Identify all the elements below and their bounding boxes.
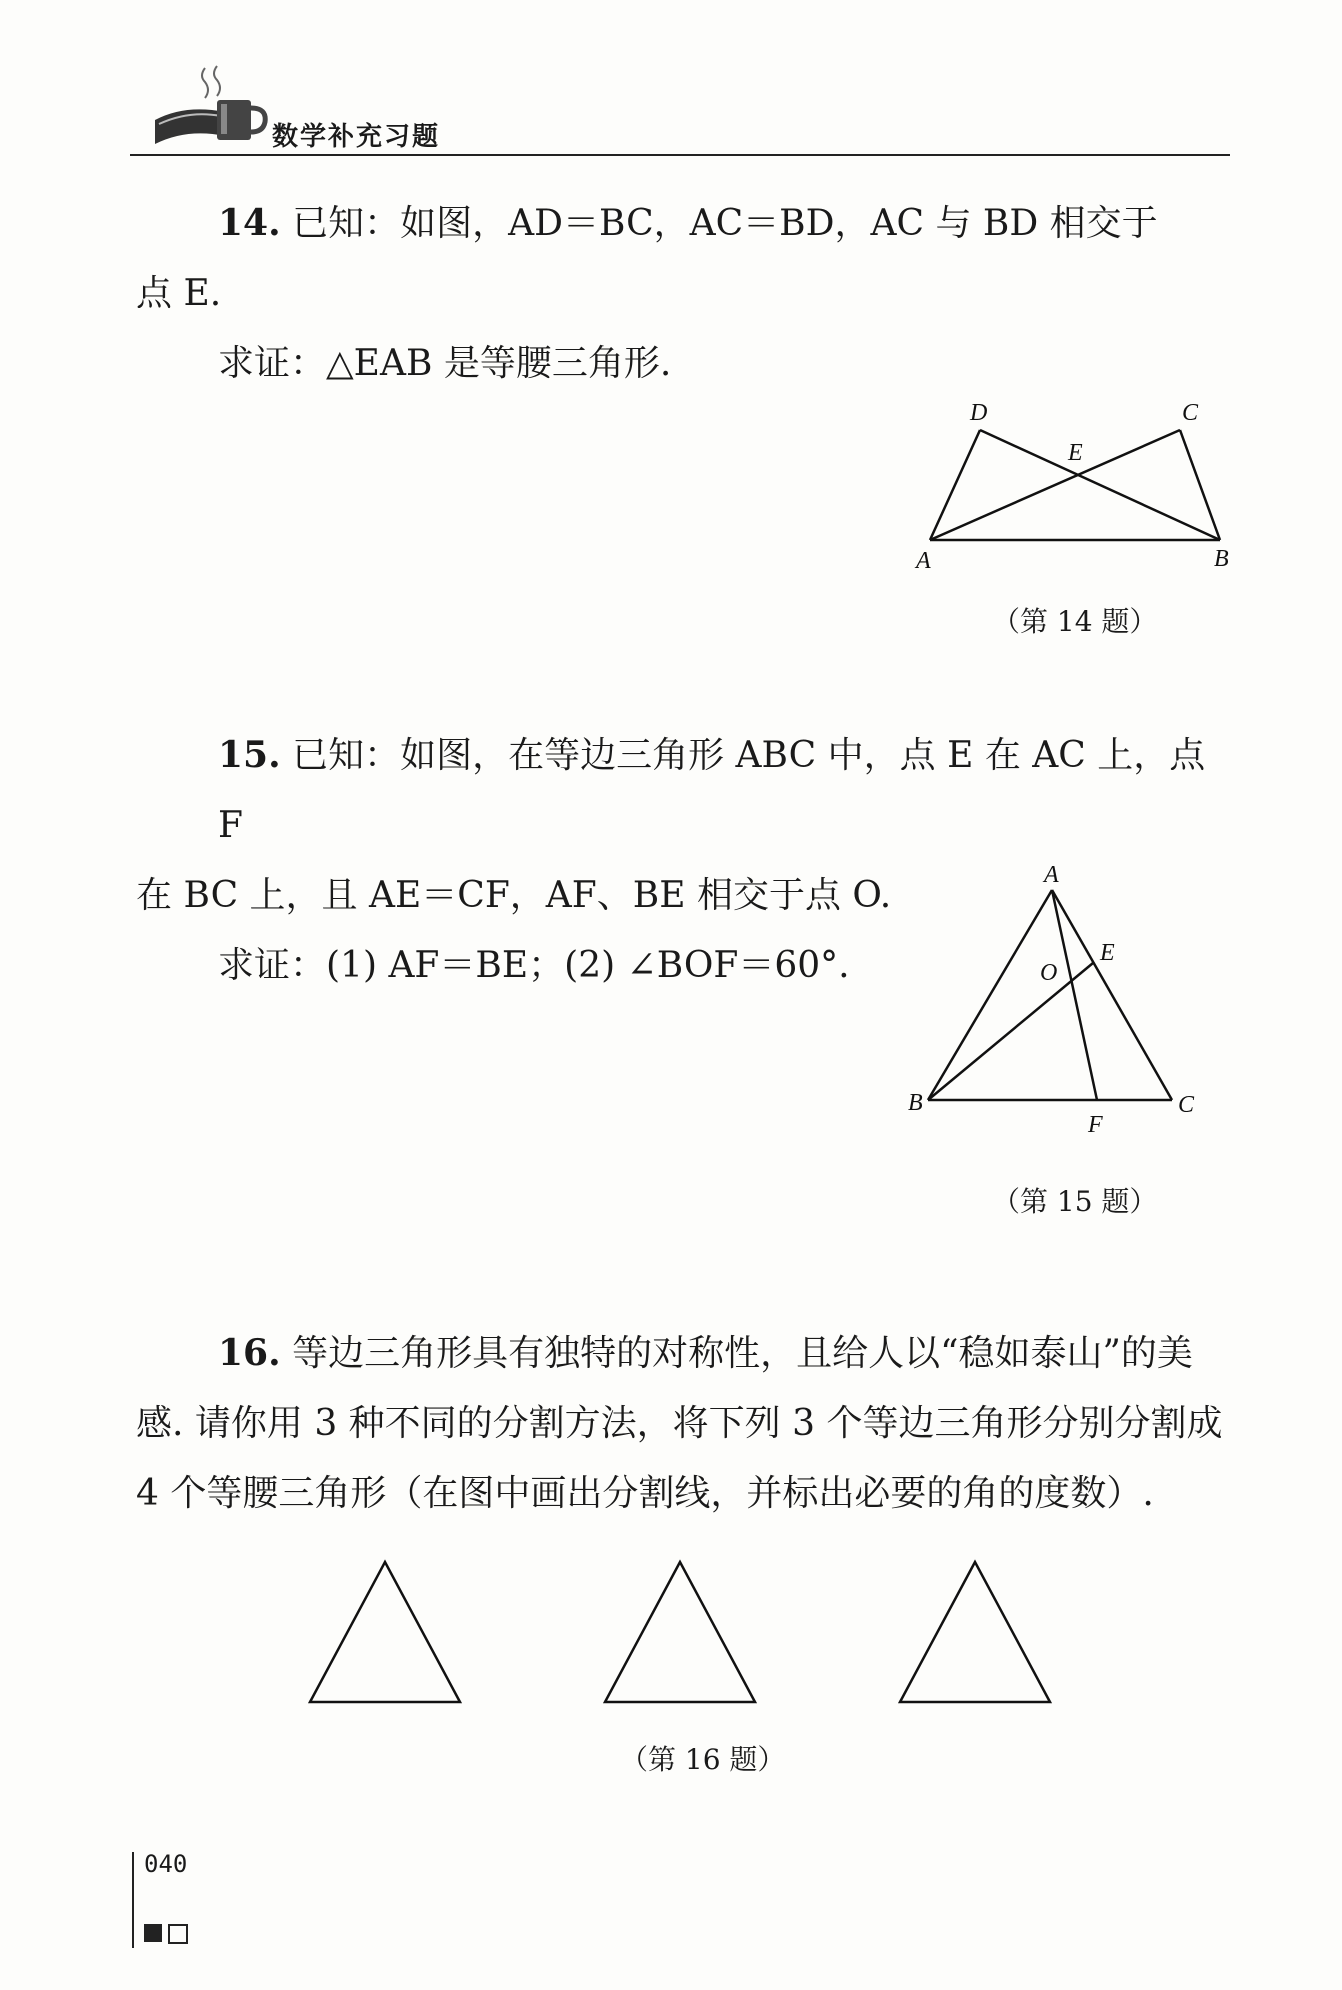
caption-16: （第 16 题） bbox=[620, 1743, 786, 1776]
figure-15 bbox=[900, 860, 1210, 1140]
book-and-mug-icon bbox=[155, 60, 275, 150]
label-O: O bbox=[1040, 960, 1058, 986]
figure-14 bbox=[900, 390, 1250, 600]
problem-16 bbox=[136, 1318, 1236, 1529]
equilateral-triangle-3[interactable] bbox=[900, 1562, 1050, 1702]
label-F: F bbox=[1088, 1112, 1103, 1138]
problem-14 bbox=[136, 188, 1236, 399]
label-B: B bbox=[908, 1090, 923, 1116]
problem-15-line-2: 在 BC 上，且 AE＝CF，AF、BE 相交于点 O. bbox=[136, 875, 892, 916]
problem-14-line-2: 点 E. bbox=[136, 273, 222, 314]
problem-number: 15. bbox=[218, 734, 281, 776]
problem-16-line-3: 4 个等腰三角形（在图中画出分割线，并标出必要的角的度数）. bbox=[136, 1473, 1154, 1514]
problem-number: 14. bbox=[218, 202, 281, 244]
label-A: A bbox=[916, 548, 931, 574]
page-header bbox=[130, 60, 1230, 160]
label-C: C bbox=[1178, 1092, 1195, 1118]
header-rule bbox=[130, 154, 1230, 156]
footer-bar bbox=[132, 1852, 134, 1948]
problem-15-line-1: 15. 已知：如图，在等边三角形 ABC 中，点 E 在 AC 上，点 F bbox=[218, 734, 1206, 846]
equilateral-triangle-1[interactable] bbox=[310, 1562, 460, 1702]
empty-square-icon bbox=[168, 1924, 188, 1944]
running-title: 数学补充习题 bbox=[272, 122, 441, 152]
figure-16 bbox=[290, 1550, 1080, 1720]
label-E: E bbox=[1100, 940, 1115, 966]
caption-14: （第 14 题） bbox=[992, 605, 1158, 638]
problem-16-line-1: 16. 等边三角形具有独特的对称性，且给人以“稳如泰山”的美 bbox=[218, 1332, 1193, 1374]
label-D: D bbox=[970, 400, 988, 426]
page-number: 040 bbox=[144, 1850, 188, 1878]
filled-square-icon bbox=[144, 1924, 162, 1942]
problem-14-line-3: 求证：△EAB 是等腰三角形. bbox=[218, 343, 672, 384]
caption-15: （第 15 题） bbox=[992, 1185, 1158, 1218]
label-B: B bbox=[1214, 546, 1229, 572]
label-E: E bbox=[1068, 440, 1083, 466]
problem-14-line-1: 14. 已知：如图，AD＝BC，AC＝BD，AC 与 BD 相交于 bbox=[218, 202, 1158, 244]
problem-number: 16. bbox=[218, 1332, 281, 1374]
problem-15-line-3: 求证：(1) AF＝BE；(2) ∠BOF＝60°. bbox=[218, 945, 850, 986]
equilateral-triangle-2[interactable] bbox=[605, 1562, 755, 1702]
page-footer bbox=[132, 1850, 252, 1960]
problem-16-line-2: 感. 请你用 3 种不同的分割方法，将下列 3 个等边三角形分别分割成 bbox=[136, 1403, 1223, 1444]
label-A: A bbox=[1044, 862, 1059, 888]
label-C: C bbox=[1182, 400, 1199, 426]
